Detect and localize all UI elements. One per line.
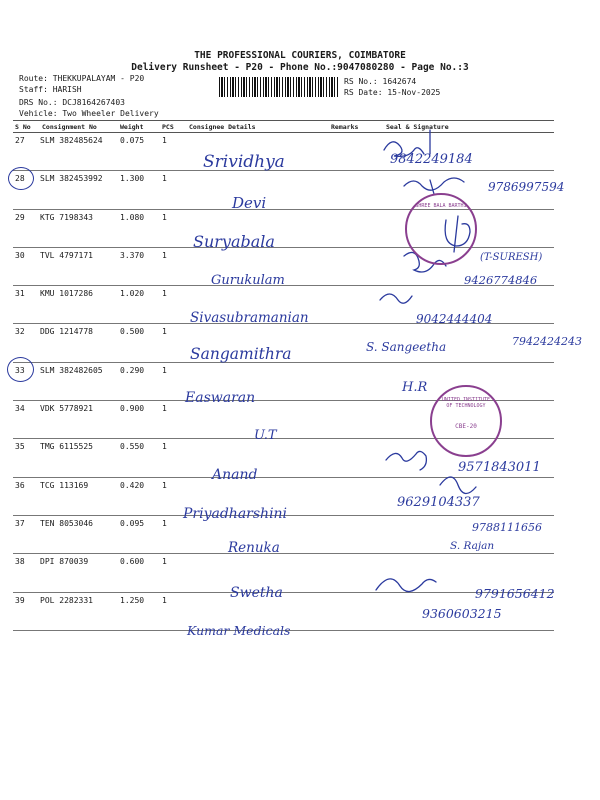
- col-sno: S No: [13, 121, 40, 133]
- col-weight: Weight: [118, 121, 160, 133]
- staff-label: Staff: HARISH: [19, 85, 82, 94]
- handwritten-signature: H.R: [402, 380, 428, 395]
- sno: 38: [13, 554, 40, 592]
- weight: 0.290: [118, 362, 160, 400]
- handwritten-name: Anand: [212, 467, 258, 483]
- handwritten-name: Kumar Medicals: [187, 623, 291, 638]
- stamp-text: UNITED INSTITUTE OF TECHNOLOGY: [441, 397, 491, 409]
- handwritten-name: Sangamithra: [190, 345, 292, 363]
- sno: 33: [13, 362, 40, 400]
- pcs: 1: [160, 171, 187, 209]
- handwritten-phone: 9788111656: [472, 521, 542, 534]
- sno: 31: [13, 286, 40, 324]
- sno: 29: [13, 209, 40, 247]
- consignment-no: TVL 4797171: [40, 247, 118, 285]
- consignment-no: TEN 8053046: [40, 515, 118, 553]
- sno: 35: [13, 439, 40, 477]
- pcs: 1: [160, 554, 187, 592]
- handwritten-signature: (T-SURESH): [480, 252, 543, 263]
- weight: 0.075: [118, 133, 160, 171]
- institute-seal-stamp: [430, 385, 502, 457]
- col-consignee: Consignee Details: [187, 121, 329, 133]
- pcs: 1: [160, 401, 187, 439]
- weight: 1.300: [118, 171, 160, 209]
- weight: 3.370: [118, 247, 160, 285]
- consignment-no: VDK 5778921: [40, 401, 118, 439]
- col-consignment: Consignment No: [40, 121, 118, 133]
- handwritten-phone: 9791656412: [475, 586, 555, 601]
- handwritten-name: Srividhya: [203, 152, 285, 172]
- pen-circle-mark: [7, 357, 34, 382]
- pcs: 1: [160, 286, 187, 324]
- consignment-no: TMG 6115525: [40, 439, 118, 477]
- pen-circle-mark: [8, 167, 34, 190]
- weight: 0.900: [118, 401, 160, 439]
- rs-date: RS Date: 15-Nov-2025: [344, 88, 441, 97]
- consignment-no: SLM 382453992: [40, 171, 118, 209]
- weight: 1.080: [118, 209, 160, 247]
- sno: 37: [13, 515, 40, 553]
- sno: 27: [13, 133, 40, 171]
- consignment-no: SLM 382485624: [40, 133, 118, 171]
- sno: 30: [13, 247, 40, 285]
- handwritten-name: Swetha: [230, 585, 283, 601]
- sno: 39: [13, 592, 40, 630]
- handwritten-name: Easwaran: [185, 390, 256, 406]
- company-seal-stamp: [405, 193, 477, 265]
- route-label: Route: THEKKUPALAYAM - P20: [19, 74, 145, 83]
- handwritten-name: Gurukulam: [211, 273, 285, 288]
- handwritten-name: Suryabala: [193, 232, 275, 251]
- drs-number: DRS No.: DCJ8164267403: [19, 98, 125, 107]
- consignment-no: KTG 7198343: [40, 209, 118, 247]
- weight: 0.420: [118, 477, 160, 515]
- consignment-no: SLM 382482605: [40, 362, 118, 400]
- handwritten-phone: 7942424243: [512, 335, 582, 348]
- stamp-text: CBE-20: [455, 423, 477, 430]
- pcs: 1: [160, 324, 187, 362]
- sno: 36: [13, 477, 40, 515]
- sno: 32: [13, 324, 40, 362]
- consignment-no: POL 2282331: [40, 592, 118, 630]
- stamp-text: SHREE BALA BARTHI: [415, 203, 467, 209]
- handwritten-phone: 9360603215: [422, 606, 502, 621]
- vehicle-label: Vehicle: Two Wheeler Delivery: [19, 109, 159, 118]
- handwritten-name: Sivasubramanian: [190, 310, 309, 326]
- runsheet-title: Delivery Runsheet - P20 - Phone No.:9047080280 - Page No.:3: [131, 62, 469, 73]
- pcs: 1: [160, 247, 187, 285]
- weight: 1.020: [118, 286, 160, 324]
- company-title: THE PROFESSIONAL COURIERS, COIMBATORE: [194, 50, 406, 61]
- pcs: 1: [160, 209, 187, 247]
- weight: 0.500: [118, 324, 160, 362]
- consignment-no: DPI 870039: [40, 554, 118, 592]
- handwritten-name: U.T: [254, 428, 277, 443]
- col-seal: Seal & Signature: [384, 121, 554, 133]
- pcs: 1: [160, 477, 187, 515]
- handwritten-phone: 9786997594: [488, 180, 565, 194]
- col-pcs: PCS: [160, 121, 187, 133]
- col-remarks: Remarks: [329, 121, 384, 133]
- pcs: 1: [160, 515, 187, 553]
- barcode: [219, 77, 338, 97]
- handwritten-phone: 9629104337: [397, 495, 480, 510]
- handwritten-name: Devi: [232, 194, 267, 212]
- handwritten-phone: 9571843011: [458, 460, 541, 475]
- weight: 0.095: [118, 515, 160, 553]
- handwritten-phone: 9042444404: [416, 312, 493, 326]
- signature-scribbles: [370, 120, 560, 640]
- handwritten-phone: 9842249184: [390, 152, 473, 167]
- consignment-no: TCG 113169: [40, 477, 118, 515]
- handwritten-name: Renuka: [228, 540, 280, 556]
- consignment-no: KMU 1017286: [40, 286, 118, 324]
- handwritten-phone: 9426774846: [464, 273, 538, 287]
- pcs: 1: [160, 133, 187, 171]
- handwritten-name: Priyadharshini: [183, 506, 288, 522]
- weight: 1.250: [118, 592, 160, 630]
- rs-number: RS No.: 1642674: [344, 77, 417, 86]
- pcs: 1: [160, 362, 187, 400]
- sno: 34: [13, 401, 40, 439]
- handwritten-signature: S. Rajan: [450, 540, 495, 552]
- handwritten-signature: S. Sangeetha: [366, 340, 447, 354]
- consignment-no: DDG 1214778: [40, 324, 118, 362]
- weight: 0.550: [118, 439, 160, 477]
- pcs: 1: [160, 592, 187, 630]
- sno: 28: [13, 171, 40, 209]
- pcs: 1: [160, 439, 187, 477]
- weight: 0.600: [118, 554, 160, 592]
